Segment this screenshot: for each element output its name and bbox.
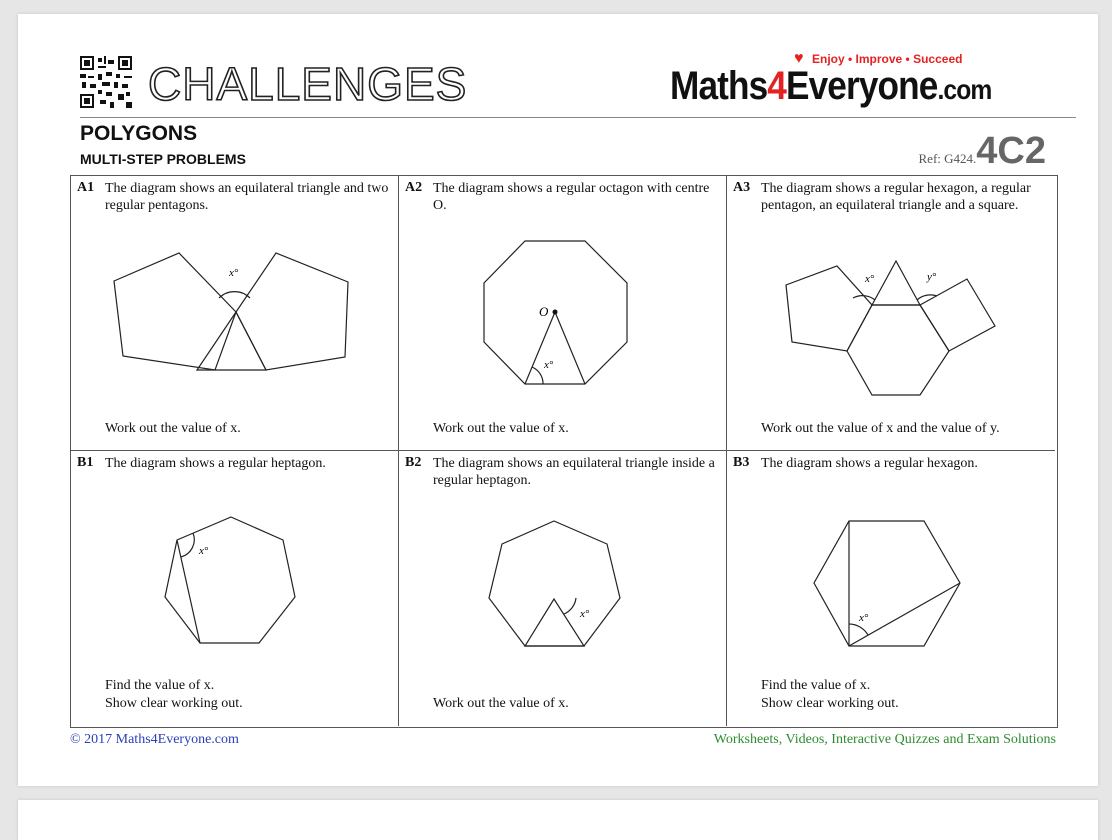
header-divider: [80, 117, 1076, 118]
angle-label-x: x°: [229, 267, 239, 279]
question-cell-b3: [727, 451, 1055, 726]
qr-code-icon[interactable]: [80, 56, 132, 108]
diagram-hexagon-pentagon-triangle-square: [727, 176, 1055, 451]
brand-name: [670, 64, 991, 109]
brand-logo[interactable]: [670, 50, 1050, 116]
diagram-octagon: [399, 176, 727, 451]
question-text: The diagram shows an equilateral triangle and two regular pentagons.: [105, 181, 389, 213]
resources-link[interactable]: Worksheets, Videos, Interactive Quizzes and Exam Solutions: [713, 732, 1056, 747]
next-page-edge: [18, 800, 1098, 840]
ref-code: 4C2: [976, 130, 1046, 172]
question-text: The diagram shows a regular heptagon.: [105, 456, 326, 471]
angle-label-x: x°: [580, 608, 590, 620]
reference-code: [919, 130, 1047, 173]
questions-grid: [70, 175, 1058, 728]
question-text: The diagram shows a regular hexagon.: [761, 456, 978, 471]
question-cell-b2: [399, 451, 727, 726]
centre-point: [553, 310, 558, 315]
brand-name-com: .com: [937, 74, 992, 105]
question-id: B2: [405, 455, 422, 470]
question-id: A2: [405, 180, 423, 195]
diagram-heptagon-triangle: [399, 451, 727, 726]
question-text: The diagram shows an equilateral triangle inside a regular heptagon.: [433, 456, 715, 488]
question-prompt: Work out the value of x.: [105, 421, 241, 436]
question-id: A1: [77, 180, 95, 195]
question-text: The diagram shows a regular hexagon, a regular pentagon, an equilateral triangle and a square.: [761, 181, 1031, 213]
brand-name-post: Everyone: [786, 64, 938, 108]
question-prompt-working: Show clear working out.: [105, 696, 243, 711]
question-cell-a1: [71, 176, 399, 451]
brand-name-pre: Maths: [670, 64, 768, 108]
page-title: CHALLENGES: [148, 58, 468, 110]
copyright-link[interactable]: © 2017 Maths4Everyone.com: [70, 732, 239, 747]
ref-prefix: Ref: G424.: [918, 151, 977, 166]
centre-label-o: O: [539, 304, 549, 319]
question-text: The diagram shows a regular octagon with centre O.: [433, 181, 710, 213]
question-prompt: Find the value of x.: [105, 678, 215, 693]
question-cell-a2: [399, 176, 727, 451]
question-cell-b1: [71, 451, 399, 726]
topic-heading: POLYGONS: [80, 122, 198, 145]
question-prompt-working: Show clear working out.: [761, 696, 899, 711]
diagram-pentagons-triangle: [71, 176, 399, 451]
question-id: B1: [77, 455, 94, 470]
angle-label-x: x°: [544, 359, 554, 371]
question-prompt: Work out the value of x.: [433, 421, 569, 436]
angle-label-x: x°: [865, 273, 875, 285]
subtopic-heading: MULTI-STEP PROBLEMS: [80, 151, 246, 167]
angle-label-x: x°: [859, 612, 869, 624]
brand-name-four: 4: [767, 64, 787, 108]
angle-label-x: x°: [199, 545, 209, 557]
question-prompt: Work out the value of x.: [433, 696, 569, 711]
worksheet-page: [18, 14, 1098, 786]
brand-tagline: Enjoy • Improve • Succeed: [812, 52, 963, 66]
angle-label-y: y°: [927, 271, 937, 283]
question-prompt: Find the value of x.: [761, 678, 871, 693]
question-prompt: Work out the value of x and the value of y.: [761, 421, 1000, 436]
question-cell-a3: [727, 176, 1055, 451]
question-id: B3: [733, 455, 750, 470]
question-id: A3: [733, 180, 751, 195]
heart-icon: ♥: [794, 50, 804, 67]
